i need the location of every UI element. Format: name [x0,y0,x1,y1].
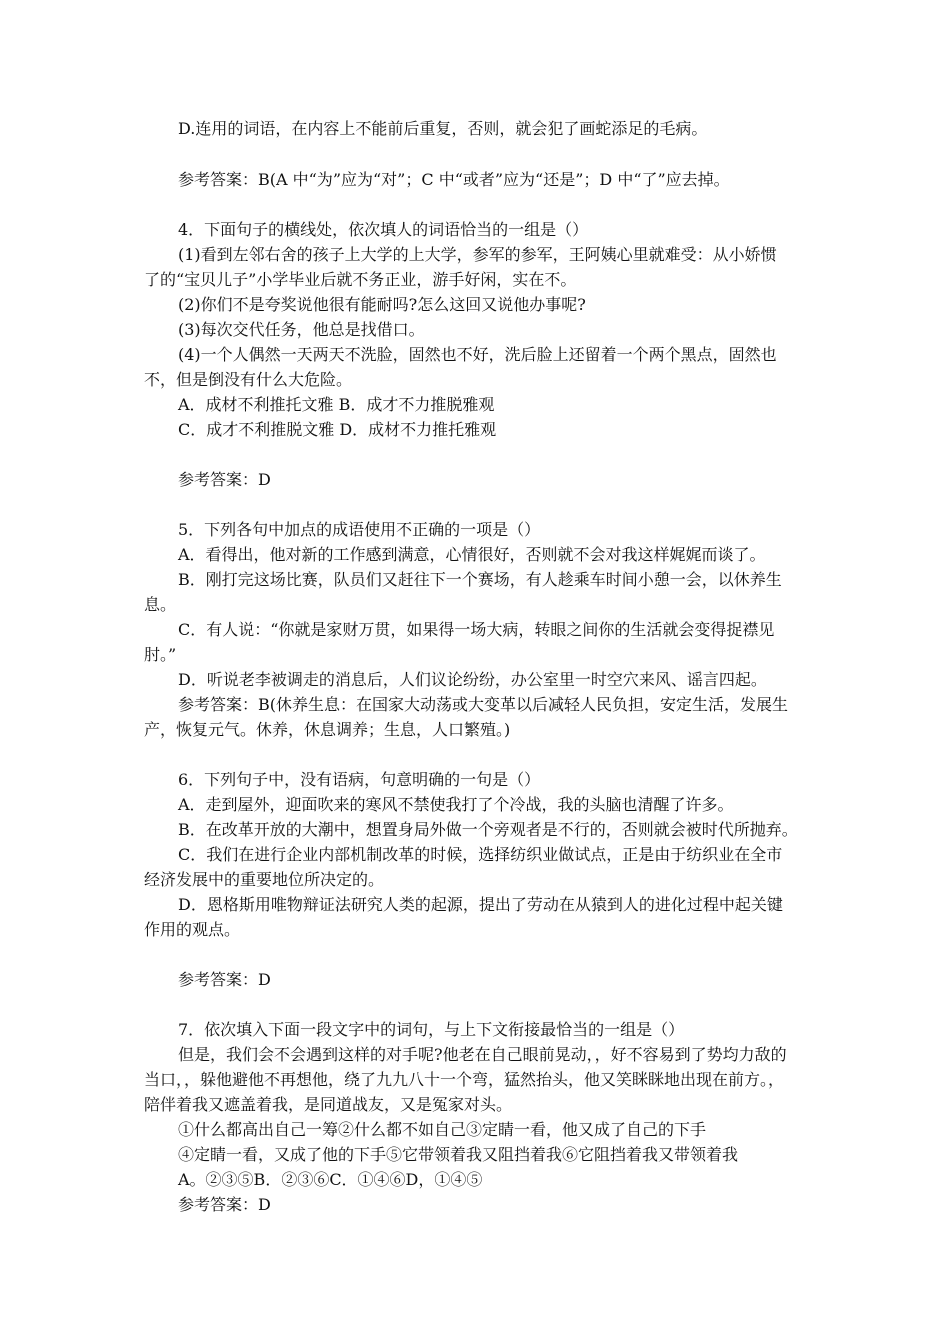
q4-stem: 4．下面句子的横线处，依次填人的词语恰当的一组是（） [178,220,589,239]
q6-option-d2: 作用的观点。 [144,920,241,939]
q3-option-d: D.连用的词语，在内容上不能前后重复，否则，就会犯了画蛇添足的毛病。 [178,119,708,138]
q4-sentence-3: (3)每次交代任务，他总是找借口。 [178,320,425,339]
q4-sentence-1a: (1)看到左邻右舍的孩子上大学的上大学，参军的参军，王阿姨心里就难受：从小娇惯 [178,245,777,264]
q5-answer-2: 产，恢复元气。休养，休息调养；生息，人口繁殖。) [144,720,511,739]
q4-options-ab: A．成材不利推托文雅 B．成才不力推脱雅观 [178,395,495,414]
q4-sentence-1b: 了的“宝贝儿子”小学毕业后就不务正业，游手好闲，实在不。 [144,270,577,289]
q6-option-c1: C．我们在进行企业内部机制改革的时候，选择纺织业做试点，正是由于纺织业在全市 [178,845,783,864]
q5-option-a: A．看得出，他对新的工作感到满意，心情很好，否则就不会对我这样娓娓而谈了。 [178,545,766,564]
q6-answer: 参考答案：D [178,970,271,989]
q5-option-b2: 息。 [144,595,177,614]
q5-option-b1: B．刚打完这场比赛，队员们又赶往下一个赛场，有人趁乘车时间小憩一会，以休养生 [178,570,782,589]
q4-sentence-4a: (4)一个人偶然一天两天不洗脸，固然也不好，洗后脸上还留着一个两个黑点，固然也 [178,345,777,364]
q7-stem: 7．依次填入下面一段文字中的词句，与上下文衔接最恰当的一组是（） [178,1020,685,1039]
q5-stem: 5．下列各句中加点的成语使用不正确的一项是（） [178,520,541,539]
q6-stem: 6．下列句子中，没有语病，句意明确的一句是（） [178,770,541,789]
q6-option-a: A．走到屋外，迎面吹来的寒风不禁使我打了个冷战，我的头脑也清醒了许多。 [178,795,734,814]
q4-sentence-4b: 不，但是倒没有什么大危险。 [144,370,353,389]
q6-option-d1: D．恩格斯用唯物辩证法研究人类的起源，提出了劳动在从猿到人的进化过程中起关键 [178,895,783,914]
q7-answer: 参考答案：D [178,1195,271,1214]
q7-passage-3: 陪伴着我又遮盖着我，是同道战友，又是冤家对头。 [144,1095,513,1114]
q6-option-b: B．在改革开放的大潮中，想置身局外做一个旁观者是不行的，否则就会被时代所抛弃。 [178,820,798,839]
q7-items-1: ①什么都高出自己一筹②什么都不如自己③定睛一看，他又成了自己的下手 [178,1120,707,1139]
q5-option-d: D．听说老李被调走的消息后，人们议论纷纷，办公室里一时空穴来风、谣言四起。 [178,670,767,689]
q5-option-c2: 肘。” [144,645,177,664]
q4-options-cd: C．成才不利推脱文雅 D．成材不力推托雅观 [178,420,497,439]
q7-passage-1: 但是，我们会不会遇到这样的对手呢?他老在自己眼前晃动，，好不容易到了势均力敌的 [178,1045,787,1064]
q7-passage-2: 当口，，躲他避他不再想他，绕了九九八十一个弯，猛然抬头，他又笑眯眯地出现在前方。， [144,1070,785,1089]
q4-sentence-2: (2)你们不是夸奖说他很有能耐吗?怎么这回又说他办事呢? [178,295,586,314]
q4-answer: 参考答案：D [178,470,271,489]
q6-option-c2: 经济发展中的重要地位所决定的。 [144,870,385,889]
q3-answer: 参考答案：B(A 中“为”应为“对”；C 中“或者”应为“还是”；D 中“了”应去掉。 [178,170,730,189]
q5-option-c1: C．有人说：“你就是家财万贯，如果得一场大病，转眼之间你的生活就会变得捉襟见 [178,620,775,639]
q7-items-2: ④定睛一看，又成了他的下手⑤它带领着我又阻挡着我⑥它阻挡着我又带领着我 [178,1145,739,1164]
q7-options: A。②③⑤B．②③⑥C．①④⑥D，①④⑤ [178,1170,483,1189]
q5-answer-1: 参考答案：B(休养生息：在国家大动荡或大变革以后减轻人民负担，安定生活，发展生 [178,695,789,714]
